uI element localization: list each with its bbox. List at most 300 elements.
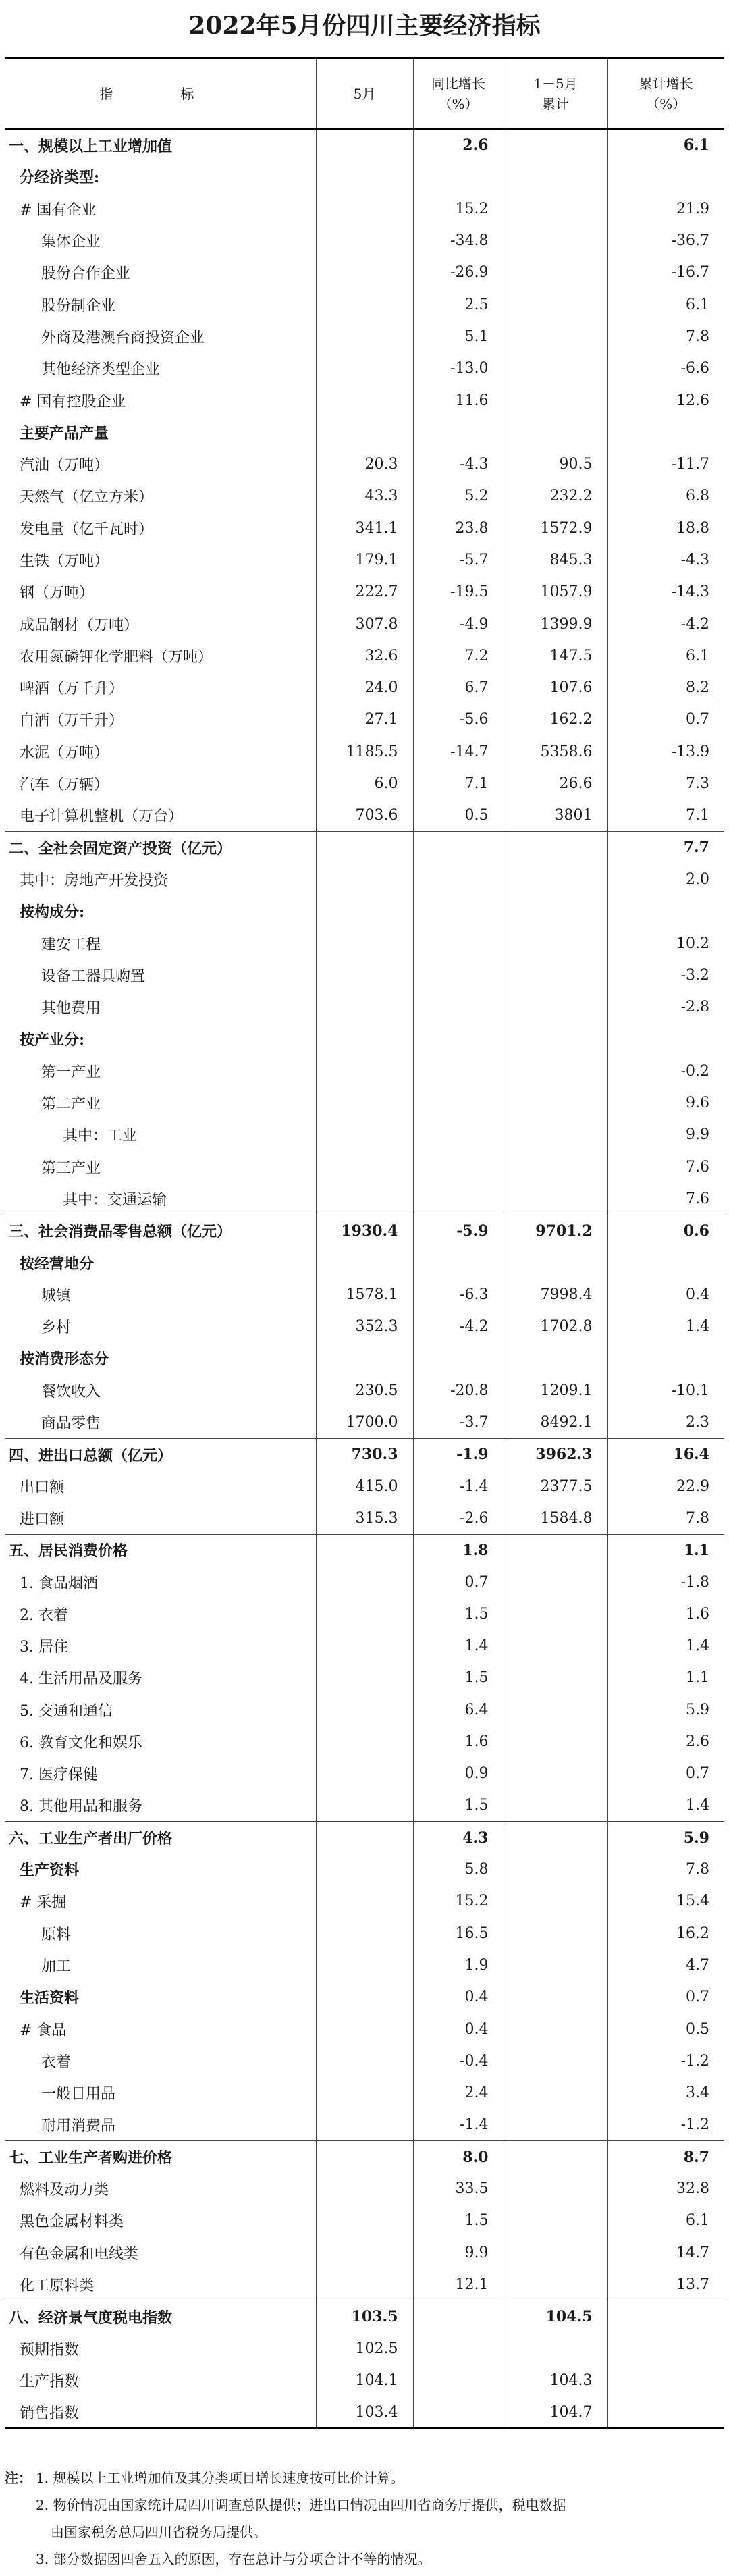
cell-indicator: 五、居民消费价格	[5, 1534, 316, 1566]
cell-indicator: 四、进出口总额（亿元）	[5, 1438, 316, 1470]
cell-cum-growth: 13.7	[608, 2269, 724, 2301]
cell-yoy: -34.8	[413, 225, 504, 257]
cell-cum-growth: -11.7	[608, 448, 724, 480]
cell-yoy: 4.3	[413, 1822, 504, 1854]
cell-indicator: 按消费形态分	[20, 1350, 109, 1369]
cell-cum-growth: -36.7	[608, 225, 724, 257]
cell-cumulative	[504, 288, 608, 320]
table-row	[5, 161, 724, 192]
cell-may	[316, 2141, 413, 2173]
footnote-text: 2. 物价情况由国家统计局四川调查总队提供；进出口情况由四川省商务厅提供，税电数据	[36, 2497, 566, 2513]
cell-cumulative	[504, 2173, 608, 2205]
cell-yoy: 7.1	[413, 768, 504, 799]
cell-yoy: -1.4	[413, 2109, 504, 2140]
cell-cumulative: 1702.8	[504, 1311, 608, 1342]
cell-indicator: 黑色金属材料类	[20, 2213, 124, 2231]
cell-cumulative	[504, 927, 608, 959]
cell-indicator: 啤酒（万千升）	[20, 681, 124, 698]
cell-yoy: 33.5	[413, 2173, 504, 2205]
table-row	[5, 225, 724, 257]
cell-indicator: 加工	[41, 1958, 72, 1976]
cell-may: 43.3	[316, 480, 413, 512]
cell-indicator: 销售指数	[5, 2396, 316, 2428]
header-cum-growth: 累计增长 （%）	[608, 59, 724, 130]
cell-yoy: 5.8	[413, 1854, 504, 1885]
cell-indicator: 七、工业生产者购进价格	[5, 2141, 316, 2173]
cell-indicator: 5. 交通和通信	[20, 1702, 113, 1720]
cell-cumulative: 162.2	[504, 704, 608, 735]
cell-yoy: 2.6	[413, 129, 504, 161]
cell-may: 24.0	[316, 672, 413, 704]
cell-indicator: 其中：房地产开发投资	[20, 872, 169, 889]
table-row	[5, 1854, 724, 1885]
cell-may	[316, 1694, 413, 1726]
cell-yoy	[413, 960, 504, 991]
cell-yoy: -26.9	[413, 257, 504, 288]
table-row	[5, 672, 724, 704]
cell-cumulative	[504, 1342, 608, 1374]
table-row	[5, 2396, 724, 2428]
cell-may	[316, 991, 413, 1023]
cell-cum-growth: 0.6	[608, 1215, 724, 1246]
cell-cum-growth	[608, 2301, 724, 2332]
cell-yoy: -13.0	[413, 352, 504, 384]
cell-cum-growth: -2.8	[608, 991, 724, 1023]
cell-yoy: 1.9	[413, 1949, 504, 1981]
cell-may: 1700.0	[316, 1407, 413, 1438]
table-row	[5, 2173, 724, 2205]
cell-may: 222.7	[316, 576, 413, 608]
cell-cumulative	[504, 1246, 608, 1278]
cell-cum-growth: 7.8	[608, 1502, 724, 1534]
cell-cum-growth: 0.4	[608, 1279, 724, 1311]
cell-may	[316, 2109, 413, 2140]
cell-indicator: 天然气（亿立方米）	[20, 489, 154, 506]
cell-cum-growth: 10.2	[608, 927, 724, 959]
cell-yoy	[413, 832, 504, 864]
cell-yoy: 7.2	[413, 640, 504, 672]
cell-cum-growth: 5.9	[608, 1694, 724, 1726]
cell-yoy: -2.6	[413, 1502, 504, 1534]
cell-indicator: 汽车（万辆）	[20, 777, 109, 794]
cell-indicator: 外商及港澳台商投资企业	[41, 329, 205, 346]
cell-indicator: 7. 医疗保健	[20, 1766, 98, 1784]
cell-cumulative	[504, 960, 608, 991]
cell-may: 307.8	[316, 608, 413, 639]
cell-cumulative	[504, 161, 608, 192]
cell-yoy: 1.5	[413, 2205, 504, 2236]
cell-cum-growth: 8.2	[608, 672, 724, 704]
cell-yoy: -5.9	[413, 1215, 504, 1246]
cell-cum-growth: -4.3	[608, 544, 724, 576]
cell-indicator: 股份合作企业	[41, 265, 131, 283]
cell-may	[316, 1662, 413, 1693]
cell-indicator: # 国有控股企业	[20, 393, 126, 411]
cell-yoy: -4.2	[413, 1311, 504, 1342]
cell-cumulative	[504, 991, 608, 1023]
cell-cumulative	[504, 2332, 608, 2364]
cell-indicator: 4. 生活用品及服务	[20, 1671, 142, 1688]
table-row	[5, 1885, 724, 1917]
cell-cum-growth: -3.2	[608, 960, 724, 991]
cell-cumulative	[504, 2109, 608, 2140]
cell-indicator: 商品零售	[41, 1415, 101, 1432]
cell-cum-growth: -1.2	[608, 2045, 724, 2077]
cell-indicator: 1. 食品烟酒	[20, 1575, 98, 1592]
cell-may	[316, 193, 413, 225]
cell-yoy	[413, 1342, 504, 1374]
footnote-line	[5, 2465, 724, 2492]
cell-may: 1930.4	[316, 1215, 413, 1246]
cell-yoy: -3.7	[413, 1407, 504, 1438]
cell-cum-growth: 6.1	[608, 129, 724, 161]
cell-cumulative	[504, 1822, 608, 1854]
cell-cum-growth: 16.2	[608, 1918, 724, 1949]
cell-indicator: 股份制企业	[41, 297, 116, 315]
cell-cum-growth: 1.1	[608, 1662, 724, 1693]
table-row	[5, 1981, 724, 2013]
cell-may	[316, 1598, 413, 1630]
cell-cumulative: 7998.4	[504, 1279, 608, 1311]
table-row	[5, 1502, 724, 1534]
table-row	[5, 1246, 724, 1278]
cell-cum-growth: -16.7	[608, 257, 724, 288]
table-row	[5, 927, 724, 959]
table-row	[5, 1087, 724, 1119]
cell-may: 32.6	[316, 640, 413, 672]
cell-indicator: # 采掘	[20, 1894, 67, 1912]
table-row	[5, 1630, 724, 1662]
cell-cumulative: 5358.6	[504, 736, 608, 768]
cell-may: 102.5	[316, 2332, 413, 2364]
cell-may	[316, 1726, 413, 1758]
header-indicator: 指 标	[5, 59, 316, 130]
cell-yoy: 16.5	[413, 1918, 504, 1949]
cell-may	[316, 1822, 413, 1854]
cell-may	[316, 2205, 413, 2236]
cell-indicator: 发电量（亿千瓦时）	[20, 521, 154, 538]
cell-may	[316, 1023, 413, 1055]
cell-may: 703.6	[316, 799, 413, 831]
cell-indicator: 生产指数	[20, 2373, 80, 2390]
cell-cumulative: 1209.1	[504, 1375, 608, 1407]
table-row	[5, 417, 724, 448]
cell-indicator: 生铁（万吨）	[20, 553, 109, 570]
cell-yoy: 8.0	[413, 2141, 504, 2173]
cell-yoy: 5.2	[413, 480, 504, 512]
table-body	[5, 129, 724, 2428]
table-row	[5, 1279, 724, 1311]
cell-may	[316, 417, 413, 448]
cell-cum-growth: 1.4	[608, 1311, 724, 1342]
cell-cum-growth	[608, 417, 724, 448]
cell-yoy: -1.9	[413, 1438, 504, 1470]
footnote-line	[5, 2492, 724, 2519]
cell-cum-growth: 6.8	[608, 480, 724, 512]
cell-cum-growth: 18.8	[608, 512, 724, 544]
cell-cum-growth: 9.9	[608, 1119, 724, 1151]
cell-indicator: 集体企业	[41, 234, 101, 251]
cell-yoy: -1.4	[413, 1470, 504, 1502]
cell-cum-growth: 16.4	[608, 1438, 724, 1470]
cell-cumulative	[504, 2237, 608, 2269]
cell-yoy: 1.5	[413, 1662, 504, 1693]
cell-yoy: 9.9	[413, 2237, 504, 2269]
table-row	[5, 1726, 724, 1758]
cell-may	[316, 1918, 413, 1949]
cell-indicator: 水泥（万吨）	[20, 744, 109, 762]
cell-yoy: -4.3	[413, 448, 504, 480]
cell-cum-growth	[608, 2396, 724, 2428]
cell-yoy: 12.1	[413, 2269, 504, 2301]
cell-indicator: 汽油（万吨）	[20, 457, 109, 475]
cell-yoy: -6.3	[413, 1279, 504, 1311]
cell-cum-growth	[608, 2332, 724, 2364]
cell-may: 20.3	[316, 448, 413, 480]
cell-yoy: 15.2	[413, 1885, 504, 1917]
table-row	[5, 799, 724, 831]
cell-yoy	[413, 927, 504, 959]
cell-cumulative: 1572.9	[504, 512, 608, 544]
section-row	[5, 832, 724, 864]
cell-yoy: 1.5	[413, 1789, 504, 1821]
table-row	[5, 640, 724, 672]
table-row	[5, 1055, 724, 1087]
cell-yoy	[413, 895, 504, 927]
cell-may	[316, 321, 413, 352]
cell-cumulative	[504, 1087, 608, 1119]
cell-yoy: 15.2	[413, 193, 504, 225]
footnote-line	[5, 2519, 724, 2546]
cell-cumulative	[504, 1949, 608, 1981]
table-header-row	[5, 59, 724, 130]
cell-cum-growth: 1.4	[608, 1789, 724, 1821]
cell-cum-growth: 1.1	[608, 1534, 724, 1566]
cell-yoy: 0.5	[413, 799, 504, 831]
cell-may	[316, 2173, 413, 2205]
cell-may	[316, 960, 413, 991]
cell-cum-growth: 6.1	[608, 288, 724, 320]
cell-yoy: -4.9	[413, 608, 504, 639]
cell-may: 415.0	[316, 1470, 413, 1502]
table-row	[5, 288, 724, 320]
cell-yoy	[413, 1183, 504, 1215]
table-row	[5, 704, 724, 735]
cell-may	[316, 1183, 413, 1215]
cell-cumulative	[504, 1119, 608, 1151]
cell-cum-growth: 32.8	[608, 2173, 724, 2205]
table-row	[5, 991, 724, 1023]
cell-may: 103.5	[316, 2301, 413, 2332]
cell-indicator: 化工原料类	[20, 2277, 94, 2294]
cell-may: 315.3	[316, 1502, 413, 1534]
cell-cumulative	[504, 2205, 608, 2236]
cell-indicator: 第二产业	[41, 1096, 101, 1113]
cell-cumulative	[504, 1598, 608, 1630]
cell-cumulative: 26.6	[504, 768, 608, 799]
cell-indicator: 按构成分:	[20, 903, 85, 922]
cell-yoy: 11.6	[413, 384, 504, 416]
cell-cum-growth: 2.3	[608, 1407, 724, 1438]
cell-yoy	[413, 1119, 504, 1151]
cell-may	[316, 1854, 413, 1885]
cell-cumulative: 107.6	[504, 672, 608, 704]
cell-indicator: 进口额	[20, 1510, 65, 1528]
cell-yoy: 0.4	[413, 1981, 504, 2013]
cell-may	[316, 832, 413, 864]
cell-yoy: -5.6	[413, 704, 504, 735]
cell-cumulative	[504, 1918, 608, 1949]
table-row	[5, 1375, 724, 1407]
cell-indicator: 2. 衣着	[20, 1606, 68, 1624]
cell-indicator: 钢（万吨）	[20, 585, 94, 602]
table-row	[5, 576, 724, 608]
cell-may: 352.3	[316, 1311, 413, 1342]
cell-cum-growth: 0.7	[608, 1758, 724, 1789]
cell-may	[316, 352, 413, 384]
cell-indicator: 餐饮收入	[41, 1383, 101, 1400]
cell-indicator: 建安工程	[41, 936, 101, 953]
table-row	[5, 1023, 724, 1055]
table-row	[5, 2205, 724, 2236]
cell-cum-growth: -6.6	[608, 352, 724, 384]
cell-may	[316, 1055, 413, 1087]
cell-yoy	[413, 417, 504, 448]
table-row	[5, 1342, 724, 1374]
table-row	[5, 2045, 724, 2077]
cell-indicator: 六、工业生产者出厂价格	[5, 1822, 316, 1854]
cell-may	[316, 129, 413, 161]
cell-may	[316, 1885, 413, 1917]
cell-yoy: -20.8	[413, 1375, 504, 1407]
cell-indicator: 预期指数	[20, 2341, 80, 2359]
cell-cumulative: 104.7	[504, 2396, 608, 2428]
table-row	[5, 1598, 724, 1630]
footnotes	[5, 2465, 724, 2573]
cell-yoy: 23.8	[413, 512, 504, 544]
cell-yoy	[413, 161, 504, 192]
cell-cumulative	[504, 1885, 608, 1917]
cell-cum-growth: -10.1	[608, 1375, 724, 1407]
cell-may	[316, 895, 413, 927]
table-row	[5, 736, 724, 768]
table-row	[5, 768, 724, 799]
cell-indicator: 设备工器具购置	[41, 968, 146, 985]
table-row	[5, 2077, 724, 2109]
cell-cum-growth: 9.6	[608, 1087, 724, 1119]
cell-yoy	[413, 2396, 504, 2428]
cell-yoy: 0.9	[413, 1758, 504, 1789]
cell-cum-growth: 14.7	[608, 2237, 724, 2269]
cell-cumulative	[504, 1023, 608, 1055]
cell-indicator: 有色金属和电线类	[20, 2245, 139, 2263]
cell-cum-growth	[608, 1342, 724, 1374]
cell-cumulative	[504, 1055, 608, 1087]
cell-cumulative: 232.2	[504, 480, 608, 512]
table-row	[5, 2332, 724, 2364]
footnote-text: 1. 规模以上工业增加值及其分类项目增长速度按可比价计算。	[36, 2470, 404, 2486]
cell-cumulative	[504, 1981, 608, 2013]
cell-indicator: 电子计算机整机（万台）	[20, 808, 184, 826]
cell-may	[316, 927, 413, 959]
cell-cumulative	[504, 1726, 608, 1758]
table-row	[5, 321, 724, 352]
cell-cum-growth: 0.7	[608, 704, 724, 735]
cell-cum-growth: 0.5	[608, 2014, 724, 2045]
cell-may	[316, 1981, 413, 2013]
cell-may	[316, 2045, 413, 2077]
cell-may	[316, 1566, 413, 1598]
cell-cumulative: 1399.9	[504, 608, 608, 639]
footnote-line	[5, 2546, 724, 2573]
cell-indicator: 生活资料	[20, 1989, 80, 2007]
cell-cumulative	[504, 1789, 608, 1821]
cell-cumulative	[504, 1534, 608, 1566]
table-row	[5, 2237, 724, 2269]
cell-may: 27.1	[316, 704, 413, 735]
cell-cumulative: 1057.9	[504, 576, 608, 608]
cell-cum-growth: -13.9	[608, 736, 724, 768]
cell-may	[316, 1246, 413, 1278]
cell-indicator: # 食品	[20, 2022, 67, 2039]
table-row	[5, 1918, 724, 1949]
cell-cumulative	[504, 1151, 608, 1183]
cell-may	[316, 1342, 413, 1374]
table-row	[5, 544, 724, 576]
cell-may	[316, 2269, 413, 2301]
cell-yoy	[413, 1246, 504, 1278]
cell-indicator: 农用氮磷钾化学肥料（万吨）	[20, 648, 213, 666]
cell-cum-growth: 7.8	[608, 1854, 724, 1885]
table-row	[5, 1949, 724, 1981]
cell-yoy	[413, 1023, 504, 1055]
cell-may: 103.4	[316, 2396, 413, 2428]
cell-cumulative: 1584.8	[504, 1502, 608, 1534]
cell-cumulative	[504, 321, 608, 352]
cell-yoy: 5.1	[413, 321, 504, 352]
cell-indicator: 白酒（万千升）	[20, 712, 124, 730]
table-row	[5, 352, 724, 384]
cell-cum-growth: -0.2	[608, 1055, 724, 1087]
cell-may	[316, 1534, 413, 1566]
cell-yoy	[413, 864, 504, 895]
table-row	[5, 2269, 724, 2301]
cell-yoy	[413, 1055, 504, 1087]
cell-may: 179.1	[316, 544, 413, 576]
cell-cum-growth: 8.7	[608, 2141, 724, 2173]
cell-indicator: 燃料及动力类	[20, 2182, 109, 2199]
cell-cum-growth: 2.0	[608, 864, 724, 895]
table-row	[5, 257, 724, 288]
cell-cumulative	[504, 129, 608, 161]
cell-cum-growth: -1.2	[608, 2109, 724, 2140]
cell-cum-growth	[608, 1246, 724, 1278]
cell-yoy	[413, 2365, 504, 2396]
cell-yoy: 2.5	[413, 288, 504, 320]
section-row	[5, 1438, 724, 1470]
cell-may	[316, 161, 413, 192]
cell-may: 104.1	[316, 2365, 413, 2396]
cell-cumulative	[504, 384, 608, 416]
cell-cumulative: 9701.2	[504, 1215, 608, 1246]
cell-indicator: 三、社会消费品零售总额（亿元）	[5, 1215, 316, 1246]
cell-may	[316, 288, 413, 320]
cell-indicator: 一、规模以上工业增加值	[9, 137, 173, 155]
table-row	[5, 1662, 724, 1693]
cell-may	[316, 2237, 413, 2269]
cell-cum-growth	[608, 1023, 724, 1055]
cell-cumulative	[504, 1758, 608, 1789]
